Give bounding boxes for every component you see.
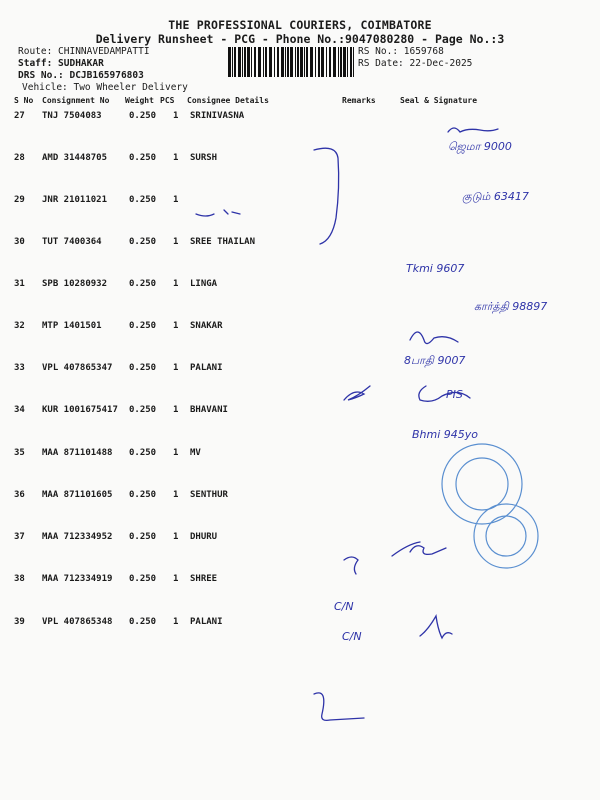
remark-38: C/N <box>334 600 354 613</box>
row-consignee: DHURU <box>190 532 218 542</box>
table-row <box>0 195 600 209</box>
rs-date: RS Date: 22-Dec-2025 <box>358 58 473 69</box>
table-row <box>0 405 600 419</box>
row-consignee: LINGA <box>190 279 218 289</box>
signature-27: ஜெமா 9000 <box>448 140 512 153</box>
row-consignment: MAA 712334952 <box>42 532 113 542</box>
row-consignment: VPL 407865347 <box>42 363 113 373</box>
row-weight: 0.250 <box>129 532 157 542</box>
row-pcs: 1 <box>173 321 179 331</box>
signature-27-stroke <box>448 128 498 132</box>
col-sno: S No <box>14 96 34 105</box>
remark-37-stroke <box>344 557 358 574</box>
row-sno: 34 <box>14 405 25 415</box>
table-row <box>0 532 600 546</box>
table-row <box>0 448 600 462</box>
row-weight: 0.250 <box>129 195 157 205</box>
row-pcs: 1 <box>173 532 179 542</box>
row-consignee: SURSH <box>190 153 218 163</box>
signature-32: கார்த்தி 98897 <box>474 300 548 313</box>
row-weight: 0.250 <box>129 617 157 627</box>
row-weight: 0.250 <box>129 153 157 163</box>
table-row <box>0 237 600 251</box>
row-weight: 0.250 <box>129 279 157 289</box>
row-pcs: 1 <box>173 574 179 584</box>
row-consignee: SRINIVASNA <box>190 111 245 121</box>
row-sno: 37 <box>14 532 25 542</box>
row-consignment: TUT 7400364 <box>42 237 102 247</box>
row-pcs: 1 <box>173 617 179 627</box>
col-consignment: Consignment No <box>42 96 110 105</box>
col-remarks: Remarks <box>342 96 376 105</box>
row-consignment: MAA 871101605 <box>42 490 113 500</box>
row-pcs: 1 <box>173 195 179 205</box>
row-consignee: PALANI <box>190 363 223 373</box>
row-pcs: 1 <box>173 405 179 415</box>
remark-29-stroke <box>196 210 240 216</box>
row-sno: 28 <box>14 153 25 163</box>
row-weight: 0.250 <box>129 490 157 500</box>
bottom-scribble <box>314 693 364 721</box>
row-weight: 0.250 <box>129 574 157 584</box>
row-sno: 33 <box>14 363 25 373</box>
table-row <box>0 321 600 335</box>
row-consignment: MTP 1401501 <box>42 321 102 331</box>
table-row <box>0 111 600 125</box>
signature-33: 8பாதி 9007 <box>404 354 466 367</box>
col-seal-signature: Seal & Signature <box>400 96 478 105</box>
remark-39: C/N <box>342 630 362 643</box>
row-weight: 0.250 <box>129 237 157 247</box>
row-consignment: TNJ 7504083 <box>42 111 102 121</box>
row-consignment: AMD 31448705 <box>42 153 108 163</box>
remark-34-stroke <box>344 386 370 400</box>
signature-29: குடும் 63417 <box>462 190 529 203</box>
row-pcs: 1 <box>173 363 179 373</box>
table-row <box>0 574 600 588</box>
remark-pis: PIS <box>446 388 463 401</box>
col-weight: Weight <box>125 96 154 105</box>
row-consignee: PALANI <box>190 617 223 627</box>
row-pcs: 1 <box>173 448 179 458</box>
row-weight: 0.250 <box>129 363 157 373</box>
vehicle-info: Vehicle: Two Wheeler Delivery <box>22 82 188 93</box>
row-consignment: JNR 21011021 <box>42 195 108 205</box>
row-weight: 0.250 <box>129 321 157 331</box>
signature-31: Tkmi 9607 <box>406 262 465 275</box>
row-sno: 38 <box>14 574 25 584</box>
row-pcs: 1 <box>173 237 179 247</box>
signature-34-circle <box>419 386 470 401</box>
row-sno: 27 <box>14 111 25 121</box>
row-sno: 32 <box>14 321 25 331</box>
signature-34: Bhmi 945yo <box>412 428 479 441</box>
row-consignment: MAA 712334919 <box>42 574 113 584</box>
row-consignee: BHAVANI <box>190 405 228 415</box>
company-title: THE PROFESSIONAL COURIERS, COIMBATORE <box>168 18 432 32</box>
runsheet-subtitle: Delivery Runsheet - PCG - Phone No.:9047080280 - Page No.:3 <box>95 32 505 46</box>
row-consignment: KUR 1001675417 <box>42 405 118 415</box>
row-sno: 31 <box>14 279 25 289</box>
table-row <box>0 363 600 377</box>
drs-info: DRS No.: DCJB165976803 <box>18 70 144 81</box>
col-pcs: PCS <box>160 96 175 105</box>
table-row <box>0 279 600 293</box>
table-row <box>0 153 600 167</box>
row-sno: 29 <box>14 195 25 205</box>
row-weight: 0.250 <box>129 405 157 415</box>
row-consignee: SNAKAR <box>190 321 223 331</box>
row-consignee: MV <box>190 448 201 458</box>
barcode <box>228 47 354 77</box>
row-sno: 36 <box>14 490 25 500</box>
col-consignee: Consignee Details <box>187 96 269 105</box>
staff-info: Staff: SUDHAKAR <box>18 58 104 69</box>
row-pcs: 1 <box>173 111 179 121</box>
table-row <box>0 490 600 504</box>
row-pcs: 1 <box>173 153 179 163</box>
row-pcs: 1 <box>173 279 179 289</box>
row-pcs: 1 <box>173 490 179 500</box>
row-sno: 39 <box>14 617 25 627</box>
row-consignee: SHREE <box>190 574 218 584</box>
row-consignee: SREE THAILAN <box>190 237 256 247</box>
table-row <box>0 617 600 631</box>
row-sno: 30 <box>14 237 25 247</box>
row-consignment: SPB 10280932 <box>42 279 108 289</box>
route-info: Route: CHINNAVEDAMPATTI <box>18 46 150 57</box>
row-consignment: VPL 407865348 <box>42 617 113 627</box>
rs-number: RS No.: 1659768 <box>358 46 444 57</box>
row-consignment: MAA 871101488 <box>42 448 113 458</box>
row-consignee: SENTHUR <box>190 490 228 500</box>
row-weight: 0.250 <box>129 111 157 121</box>
row-weight: 0.250 <box>129 448 157 458</box>
row-sno: 35 <box>14 448 25 458</box>
